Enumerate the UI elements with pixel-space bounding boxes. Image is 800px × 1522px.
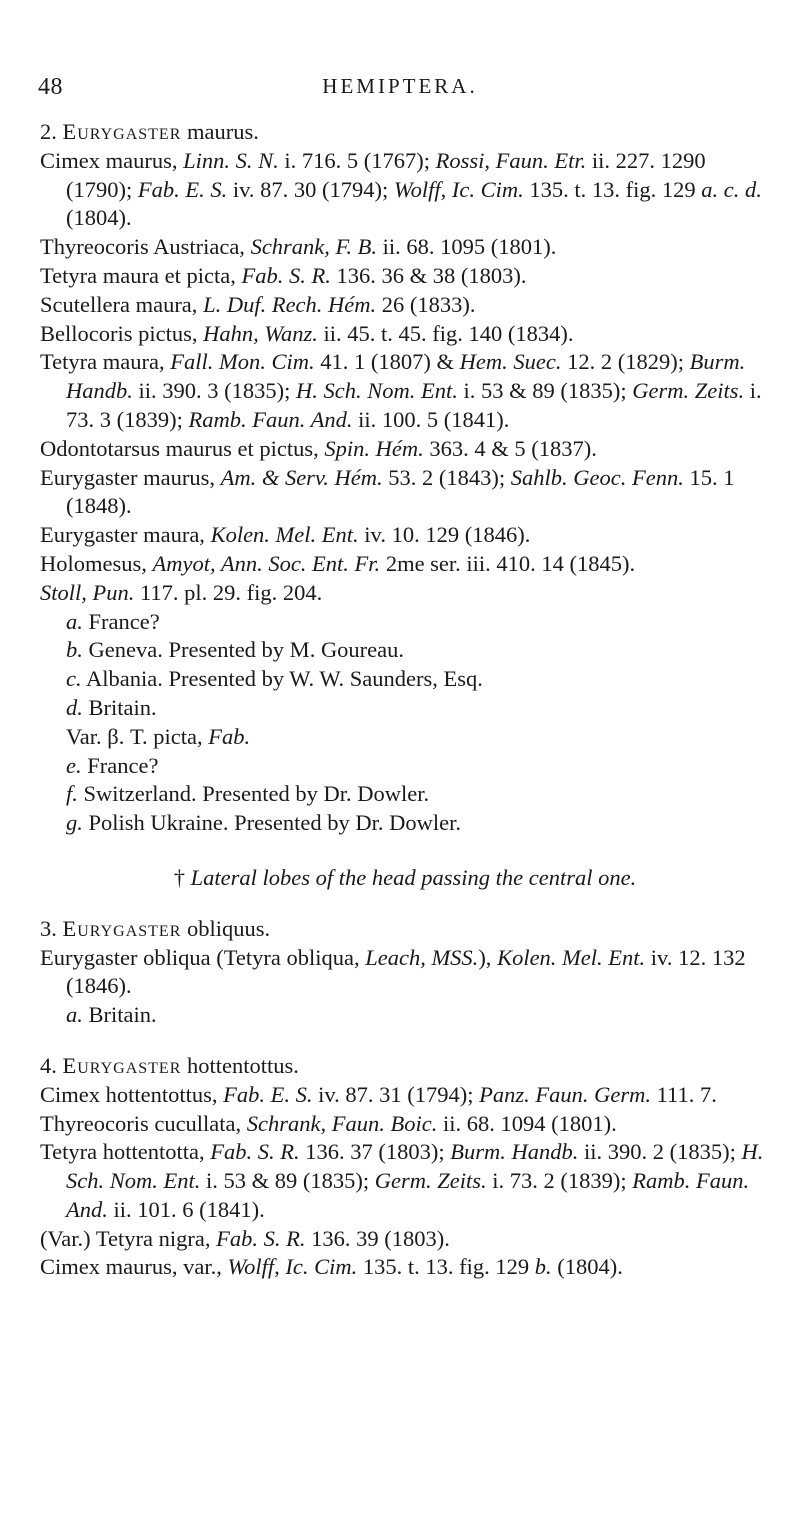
- synonym-entry: [40, 1253, 770, 1282]
- citation-text: ),: [478, 944, 498, 970]
- citation-text: iv. 87. 30 (1794);: [227, 176, 394, 202]
- citation-italic: Kolen. Mel. Ent.: [210, 522, 359, 548]
- citation-text: (1804).: [551, 1254, 623, 1280]
- synonym-entry: [40, 1081, 770, 1110]
- citation-italic: Hahn, Wanz.: [203, 320, 318, 346]
- specimen-text: Britain.: [82, 694, 157, 720]
- citation-italic: Stoll, Pun.: [40, 579, 135, 605]
- citation-text: Eurygaster obliqua (Tetyra obliqua,: [40, 944, 366, 970]
- citation-text: 2me ser. iii. 410. 14 (1845).: [380, 550, 636, 576]
- citation-italic: Sahlb. Geoc. Fenn.: [510, 464, 684, 490]
- citation-italic: Schrank, F. B.: [250, 234, 378, 260]
- genus-name: Eurygaster: [62, 915, 182, 941]
- species-number: 4.: [40, 1052, 57, 1078]
- genus-name: Eurygaster: [62, 119, 182, 144]
- synonymy-list: [40, 944, 770, 1002]
- specimen-entry: [40, 780, 770, 809]
- citation-text: 117. pl. 29. fig. 204.: [134, 579, 323, 605]
- citation-text: 136. 39 (1803).: [305, 1225, 450, 1251]
- section-heading-text: Lateral lobes of the head passing the central one.: [190, 864, 637, 890]
- synonymy-list: [40, 147, 770, 608]
- citation-text: Thyreocoris cucullata,: [40, 1110, 247, 1136]
- citation-text: 41. 1 (1807) &: [314, 349, 460, 375]
- synonym-entry: [40, 233, 770, 262]
- specimen-entry: [40, 1001, 770, 1030]
- citation-italic: Schrank, Faun. Boic.: [246, 1110, 438, 1136]
- citation-text: 136. 37 (1803);: [299, 1139, 451, 1165]
- spacer: [40, 893, 770, 915]
- specimen-entry: [40, 694, 770, 723]
- citation-text: 136. 36 & 38 (1803).: [330, 262, 527, 288]
- citation-text: Bellocoris pictus,: [40, 320, 204, 346]
- dagger-mark: †: [173, 864, 186, 890]
- citation-italic: Fab. S. R.: [210, 1139, 300, 1165]
- citation-text: ii. 45. t. 45. fig. 140 (1834).: [317, 320, 574, 346]
- citation-text: i. 53 & 89 (1835);: [457, 378, 633, 404]
- species-name: maurus.: [187, 119, 259, 144]
- specimen-entry: [40, 608, 770, 637]
- specimen-label: c.: [66, 666, 82, 692]
- citation-italic: Burm. Handb.: [450, 1139, 579, 1165]
- citation-italic: Kolen. Mel. Ent.: [497, 944, 646, 970]
- citation-text: Cimex maurus,: [40, 147, 184, 173]
- citation-text: 135. t. 13. fig. 129: [357, 1254, 535, 1280]
- citation-italic: Wolff, Ic. Cim.: [393, 176, 524, 202]
- citation-italic: L. Duf. Rech. Hém.: [203, 291, 377, 317]
- specimen-text: Britain.: [82, 1002, 157, 1028]
- citation-text: Scutellera maura,: [40, 291, 204, 317]
- citation-text: 135. t. 13. fig. 129: [523, 176, 702, 202]
- citation-italic: H. Sch. Nom. Ent.: [66, 1139, 764, 1194]
- citation-text: 26 (1833).: [376, 291, 476, 317]
- citation-text: ii. 390. 2 (1835);: [578, 1139, 742, 1165]
- citation-text: ii. 227. 1290 (1790);: [66, 147, 706, 202]
- page-body: [40, 118, 770, 1282]
- variety-specimen-list: [40, 752, 770, 838]
- synonym-entry: [40, 435, 770, 464]
- synonym-entry: [40, 291, 770, 320]
- running-head: [0, 74, 800, 108]
- citation-text: i. 73. 3 (1839);: [66, 378, 762, 432]
- citation-italic: b.: [534, 1254, 552, 1280]
- citation-italic: Fab. S. R.: [241, 262, 331, 288]
- genus-name: Eurygaster: [62, 1052, 182, 1078]
- citation-text: 12. 2 (1829);: [561, 349, 690, 375]
- citation-italic: Leach, MSS.: [365, 944, 479, 970]
- specimen-label: e.: [66, 752, 82, 778]
- species-heading-2: [40, 118, 770, 147]
- citation-text: 53. 2 (1843);: [382, 464, 511, 490]
- citation-text: Eurygaster maurus,: [40, 464, 221, 490]
- synonymy-list: [40, 1081, 770, 1283]
- specimen-text: Polish Ukraine. Presented by Dr. Dowler.: [82, 810, 461, 836]
- synonym-entry: [40, 348, 770, 434]
- citation-text: Cimex hottentottus,: [40, 1081, 224, 1107]
- citation-italic: Fall. Mon. Cim.: [170, 349, 315, 375]
- citation-italic: Fab. S. R.: [216, 1225, 306, 1251]
- specimen-label: b.: [66, 637, 83, 663]
- synonym-entry: [40, 320, 770, 349]
- citation-text: Tetyra maura et picta,: [40, 262, 242, 288]
- citation-text: i. 53 & 89 (1835);: [200, 1168, 375, 1194]
- citation-text: Tetyra maura,: [40, 349, 171, 375]
- specimen-entry: [40, 636, 770, 665]
- citation-text: i. 716. 5 (1767);: [278, 147, 436, 173]
- page-number: 48: [38, 74, 63, 100]
- specimen-entry: [40, 665, 770, 694]
- synonym-entry: [40, 579, 770, 608]
- citation-text: (1804).: [66, 205, 132, 231]
- citation-italic: Germ. Zeits.: [632, 378, 745, 404]
- citation-text: (Var.) Tetyra nigra,: [40, 1225, 217, 1251]
- section-heading: [40, 864, 770, 893]
- citation-text: Cimex maurus, var.,: [40, 1254, 228, 1280]
- citation-italic: Fab. E. S.: [137, 176, 228, 202]
- citation-text: ii. 101. 6 (1841).: [107, 1196, 265, 1222]
- citation-text: Odontotarsus maurus et pictus,: [40, 435, 325, 461]
- species-name: obliquus.: [187, 915, 271, 941]
- synonym-entry: [40, 944, 770, 1002]
- citation-text: i. 73. 2 (1839);: [486, 1168, 633, 1194]
- citation-italic: Rossi, Faun. Etr.: [435, 147, 587, 173]
- specimen-text: Albania. Presented by W. W. Saunders, Esq.: [81, 666, 483, 692]
- synonym-entry: [40, 1225, 770, 1254]
- citation-italic: Germ. Zeits.: [374, 1168, 487, 1194]
- citation-italic: Hem. Suec.: [459, 349, 562, 375]
- citation-italic: a. c. d.: [701, 176, 762, 202]
- species-heading-3: [40, 915, 770, 944]
- citation-italic: Spin. Hém.: [324, 435, 424, 461]
- synonym-entry: [40, 521, 770, 550]
- citation-text: ii. 68. 1095 (1801).: [377, 234, 557, 260]
- citation-text: ii. 390. 3 (1835);: [132, 378, 296, 404]
- species-number: 3.: [40, 915, 57, 941]
- synonym-entry: [40, 1138, 770, 1224]
- specimen-label: f.: [66, 781, 78, 807]
- specimen-text: Switzerland. Presented by Dr. Dowler.: [77, 781, 430, 807]
- specimen-text: Geneva. Presented by M. Goureau.: [82, 637, 405, 663]
- specimen-label: g.: [66, 810, 83, 836]
- citation-text: iv. 12. 132 (1846).: [66, 944, 746, 999]
- citation-italic: Burm. Handb.: [66, 349, 746, 404]
- specimen-label: a.: [66, 1002, 83, 1028]
- synonym-entry: [40, 1110, 770, 1139]
- citation-italic: Wolff, Ic. Cim.: [227, 1254, 358, 1280]
- citation-italic: Linn. S. N.: [183, 147, 279, 173]
- specimen-entry: [40, 809, 770, 838]
- citation-italic: Amyot, Ann. Soc. Ent. Fr.: [152, 550, 381, 576]
- citation-text: Thyreocoris Austriaca,: [40, 234, 251, 260]
- citation-text: Holomesus,: [40, 550, 153, 576]
- specimen-list: [40, 608, 770, 723]
- citation-italic: Am. & Serv. Hém.: [220, 464, 383, 490]
- citation-text: ii. 68. 1094 (1801).: [437, 1110, 617, 1136]
- citation-italic: Ramb. Faun. And.: [188, 406, 353, 432]
- citation-text: iv. 87. 31 (1794);: [312, 1081, 480, 1107]
- spacer: [40, 838, 770, 860]
- citation-text: ii. 100. 5 (1841).: [352, 406, 510, 432]
- running-title: HEMIPTERA.: [322, 74, 478, 98]
- citation-text: Var. β. T. picta,: [66, 723, 209, 749]
- citation-italic: Fab. E. S.: [223, 1081, 313, 1107]
- citation-text: Tetyra hottentotta,: [40, 1139, 211, 1165]
- citation-text: 15. 1 (1848).: [66, 464, 735, 519]
- specimen-list: [40, 1001, 770, 1030]
- synonym-entry: [40, 262, 770, 291]
- specimen-label: a.: [66, 608, 83, 634]
- species-number: 2.: [40, 119, 57, 144]
- synonym-entry: [40, 147, 770, 233]
- species-name: hottentottus.: [187, 1052, 299, 1078]
- specimen-text: France?: [82, 608, 160, 634]
- variety-line: [40, 723, 770, 752]
- citation-italic: Ramb. Faun. And.: [66, 1168, 750, 1222]
- citation-text: iv. 10. 129 (1846).: [358, 522, 531, 548]
- citation-text: 363. 4 & 5 (1837).: [423, 435, 597, 461]
- citation-italic: Fab.: [208, 723, 251, 749]
- specimen-entry: [40, 752, 770, 781]
- specimen-text: France?: [81, 752, 159, 778]
- synonym-entry: [40, 464, 770, 522]
- citation-text: 111. 7.: [651, 1081, 717, 1107]
- specimen-label: d.: [66, 694, 83, 720]
- spacer: [40, 1030, 770, 1052]
- synonym-entry: [40, 550, 770, 579]
- citation-text: Eurygaster maura,: [40, 522, 211, 548]
- citation-italic: Panz. Faun. Germ.: [479, 1081, 652, 1107]
- species-heading-4: [40, 1052, 770, 1081]
- citation-italic: H. Sch. Nom. Ent.: [296, 378, 458, 404]
